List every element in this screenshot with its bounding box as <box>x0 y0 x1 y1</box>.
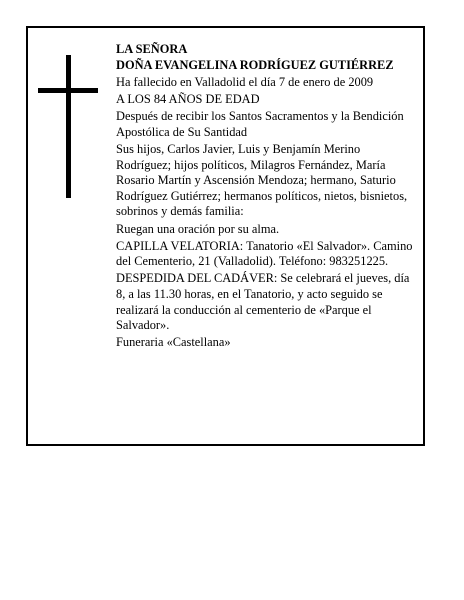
death-info: Ha fallecido en Valladolid el día 7 de enero de 2009 <box>116 74 374 89</box>
chapel-info: CAPILLA VELATORIA: Tanatorio «El Salvador». Camino del Cementerio, 21 (Valladolid). Teléfono: 983251225. <box>116 238 413 269</box>
farewell-info: DESPEDIDA DEL CADÁVER: Se celebrará el jueves, día 8, a las 11.30 horas, en el Tanatorio, y acto seguido se realizará la conducción al cementerio de «Parque el Salvador». <box>116 271 410 333</box>
cross-horizontal-bar <box>38 88 98 93</box>
family-list: Sus hijos, Carlos Javier, Luis y Benjamín Merino Rodríguez; hijos políticos, Milagros Fernández, María Rosario Martín y Ascensión Mendoza; hermano, Saturio Rodríguez Gutiérrez; hermanos políticos, nietos, bisnietos, sobrinos y demás familia: <box>116 141 408 219</box>
obituary-notice <box>26 26 425 446</box>
sacraments-line: Después de recibir los Santos Sacramentos y la Bendición Apostólica de Su Santidad <box>116 109 404 139</box>
cross-vertical-bar <box>66 55 71 198</box>
notice-title <box>116 42 416 73</box>
title-line-1: LA SEÑORA <box>116 42 188 56</box>
title-line-2: DOÑA EVANGELINA RODRÍGUEZ GUTIÉRREZ <box>116 57 394 72</box>
funeral-home: Funeraria «Castellana» <box>116 335 231 350</box>
prayer-request: Ruegan una oración por su alma. <box>116 221 280 236</box>
notice-text <box>116 42 416 353</box>
age-line: A LOS 84 AÑOS DE EDAD <box>116 91 260 106</box>
